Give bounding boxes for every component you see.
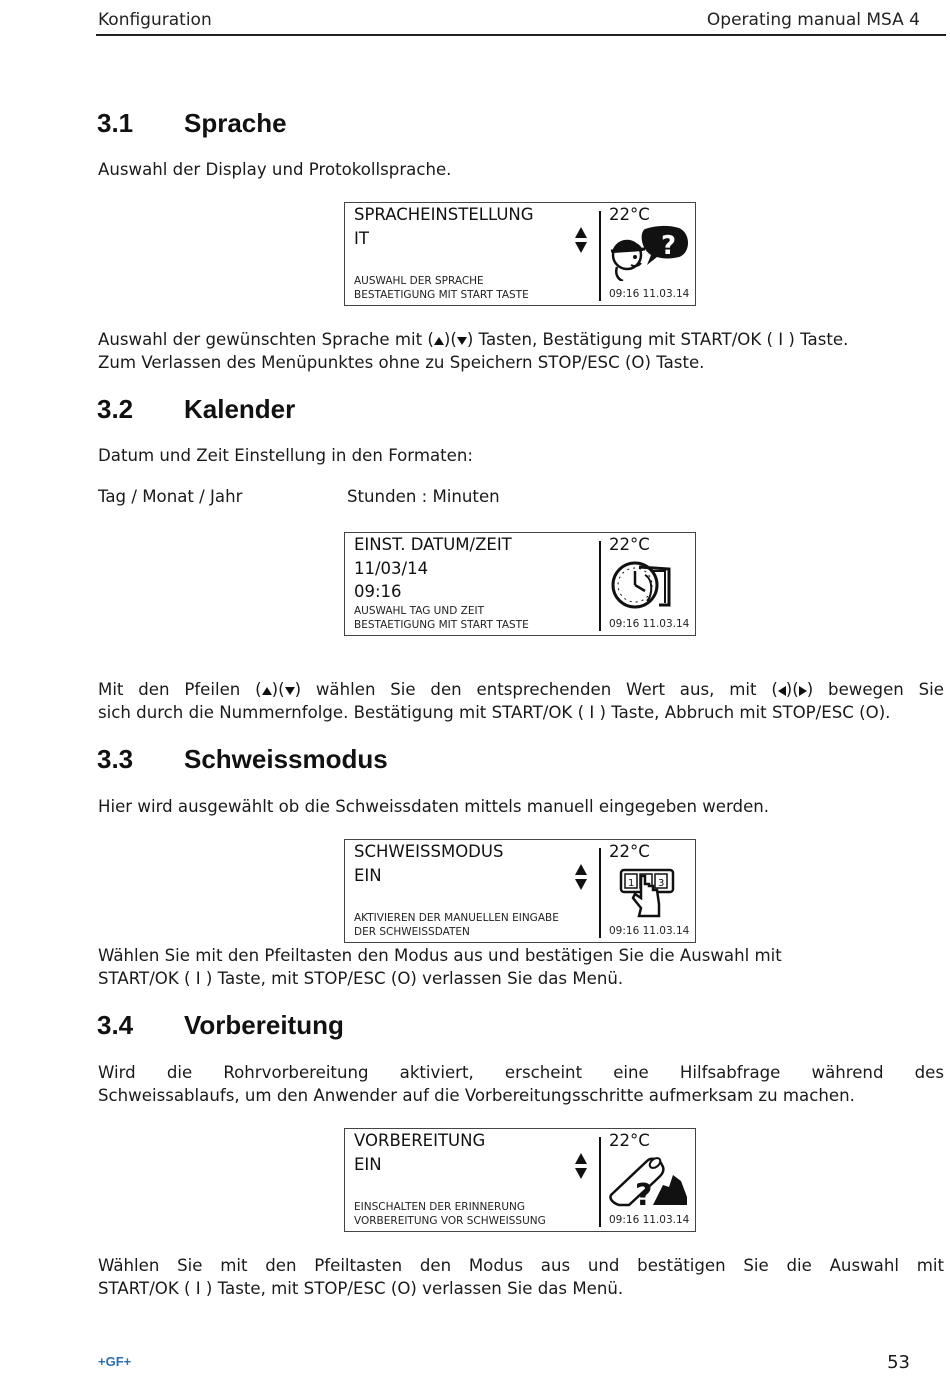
display-note-1: AUSWAHL TAG UND ZEIT xyxy=(354,605,484,617)
display-divider xyxy=(599,541,601,631)
header-rule xyxy=(96,34,946,36)
up-down-arrows-icon xyxy=(575,1153,587,1179)
section-paragraph-line: Wählen Sie mit den Pfeiltasten den Modus aus und bestätigen Sie die Auswahl mit xyxy=(98,946,782,965)
page-number: 53 xyxy=(887,1352,910,1373)
section-number: 3.4 xyxy=(97,1010,134,1040)
format-date: Tag / Monat / Jahr xyxy=(98,487,243,506)
display-title: SCHWEISSMODUS xyxy=(354,842,504,861)
display-note-2: BESTAETIGUNG MIT START TASTE xyxy=(354,619,529,631)
display-kalender xyxy=(344,532,696,636)
section-intro: Auswahl der Display und Protokollsprache. xyxy=(98,160,452,179)
svg-text:1: 1 xyxy=(628,878,635,889)
section-title: Schweissmodus xyxy=(184,744,388,774)
section-paragraph-line: sich durch die Nummernfolge. Bestätigung mit START/OK ( I ) Taste, Abbruch mit STOP/ESC (O). xyxy=(98,703,891,722)
display-clock: 09:16 11.03.14 xyxy=(609,925,690,937)
display-sprache xyxy=(344,202,696,306)
svg-text:?: ? xyxy=(635,1178,653,1207)
help-person-icon xyxy=(609,225,691,281)
display-divider xyxy=(599,1137,601,1227)
display-title: VORBEREITUNG xyxy=(354,1131,486,1150)
display-value: EIN xyxy=(354,866,382,885)
arrow-up-icon xyxy=(262,687,272,695)
display-value: 11/03/14 xyxy=(354,559,429,578)
section-number: 3.2 xyxy=(97,394,134,424)
display-temperature: 22°C xyxy=(609,535,650,554)
section-title: Vorbereitung xyxy=(184,1010,344,1040)
section-intro: Hier wird ausgewählt ob die Schweissdaten mittels manuell eingegeben werden. xyxy=(98,797,770,816)
display-temperature: 22°C xyxy=(609,842,650,861)
svg-text:?: ? xyxy=(661,231,677,261)
display-note-1: AUSWAHL DER SPRACHE xyxy=(354,275,484,287)
keypad-hand-icon xyxy=(609,862,675,918)
section-number: 3.3 xyxy=(97,744,134,774)
section-title: Kalender xyxy=(184,394,296,424)
arrow-left-icon xyxy=(778,686,786,696)
format-time: Stunden : Minuten xyxy=(347,487,500,506)
display-clock: 09:16 11.03.14 xyxy=(609,288,690,300)
gf-logo: +GF+ xyxy=(98,1354,132,1369)
section-intro: Wird die Rohrvorbereitung aktiviert, erscheint eine Hilfsabfrage während des xyxy=(98,1063,944,1082)
display-temperature: 22°C xyxy=(609,1131,650,1150)
display-value-2: 09:16 xyxy=(354,582,402,601)
section-paragraph-line: Zum Verlassen des Menüpunktes ohne zu Speichern STOP/ESC (O) Taste. xyxy=(98,353,705,372)
display-value: IT xyxy=(354,229,369,248)
header-chapter: Konfiguration xyxy=(98,10,212,30)
display-vorbereitung xyxy=(344,1128,696,1232)
arrow-up-icon xyxy=(434,337,444,345)
section-paragraph: Auswahl der gewünschten Sprache mit ( )( ) Tasten, Bestätigung mit START/OK ( I ) Taste. xyxy=(98,330,849,349)
up-down-arrows-icon xyxy=(575,227,587,253)
display-clock: 09:16 11.03.14 xyxy=(609,618,690,630)
section-intro: Datum und Zeit Einstellung in den Formaten: xyxy=(98,446,473,465)
display-clock: 09:16 11.03.14 xyxy=(609,1214,690,1226)
arrow-down-icon xyxy=(457,337,467,345)
section-title: Sprache xyxy=(184,108,287,138)
pipe-question-icon xyxy=(609,1151,691,1207)
section-paragraph-line: Wählen Sie mit den Pfeiltasten den Modus aus und bestätigen Sie die Auswahl mit xyxy=(98,1256,944,1275)
display-note-1: EINSCHALTEN DER ERINNERUNG xyxy=(354,1201,525,1213)
display-note-1: AKTIVIEREN DER MANUELLEN EINGABE xyxy=(354,912,559,924)
display-note-2: VORBEREITUNG VOR SCHWEISSUNG xyxy=(354,1215,546,1227)
display-divider xyxy=(599,848,601,938)
display-title: EINST. DATUM/ZEIT xyxy=(354,535,512,554)
display-schweissmodus xyxy=(344,839,696,943)
arrow-right-icon xyxy=(799,686,807,696)
clock-icon xyxy=(609,555,675,611)
display-note-2: BESTAETIGUNG MIT START TASTE xyxy=(354,289,529,301)
up-down-arrows-icon xyxy=(575,864,587,890)
display-value: EIN xyxy=(354,1155,382,1174)
section-paragraph: Mit den Pfeilen ( )( ) wählen Sie den entsprechenden Wert aus, mit ( )( ) bewegen Sie xyxy=(98,680,944,699)
display-note-2: DER SCHWEISSDATEN xyxy=(354,926,470,938)
section-paragraph-line: START/OK ( I ) Taste, mit STOP/ESC (O) verlassen Sie das Menü. xyxy=(98,1279,624,1298)
section-number: 3.1 xyxy=(97,108,134,138)
header-manual-title: Operating manual MSA 4 xyxy=(706,10,920,30)
display-title: SPRACHEINSTELLUNG xyxy=(354,205,534,224)
section-intro-line: Schweissablaufs, um den Anwender auf die Vorbereitungsschritte aufmerksam zu machen. xyxy=(98,1086,855,1105)
arrow-down-icon xyxy=(285,687,295,695)
display-temperature: 22°C xyxy=(609,205,650,224)
display-divider xyxy=(599,211,601,301)
section-paragraph-line: START/OK ( I ) Taste, mit STOP/ESC (O) verlassen Sie das Menü. xyxy=(98,969,624,988)
svg-text:3: 3 xyxy=(658,878,665,889)
